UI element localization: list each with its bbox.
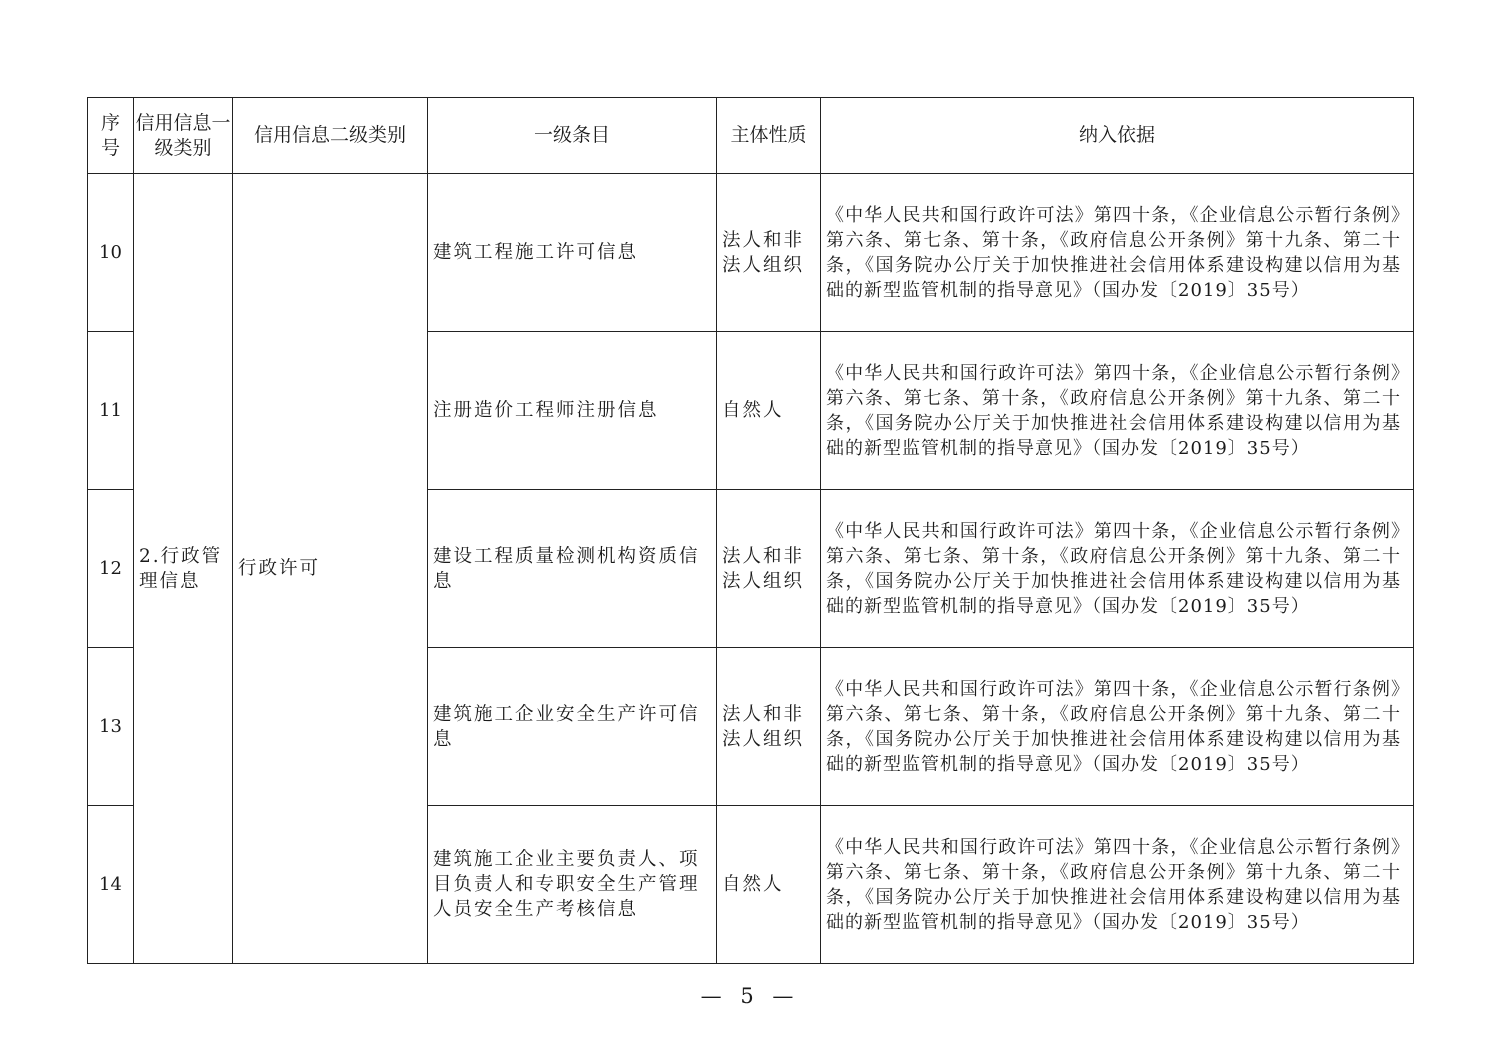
row-basis: 《中华人民共和国行政许可法》第四十条，《企业信息公示暂行条例》第六条、第七条、第十条，《政府信息公开条例》第十九条、第二十条，《国务院办公厅关于加快推进社会信用体系建设构建以信用为基础的新型监管机制的指导意见》（国办发〔2019〕35号） <box>821 174 1414 332</box>
table-header-row <box>88 98 1414 174</box>
header-subject-type: 主体性质 <box>717 98 821 174</box>
row-basis: 《中华人民共和国行政许可法》第四十条，《企业信息公示暂行条例》第六条、第七条、第十条，《政府信息公开条例》第十九条、第二十条，《国务院办公厅关于加快推进社会信用体系建设构建以信用为基础的新型监管机制的指导意见》（国办发〔2019〕35号） <box>821 332 1414 490</box>
row-basis: 《中华人民共和国行政许可法》第四十条，《企业信息公示暂行条例》第六条、第七条、第十条，《政府信息公开条例》第十九条、第二十条，《国务院办公厅关于加快推进社会信用体系建设构建以信用为基础的新型监管机制的指导意见》（国办发〔2019〕35号） <box>821 490 1414 648</box>
row-seq: 10 <box>88 174 134 332</box>
row-subject-type: 自然人 <box>717 332 821 490</box>
row-item: 建筑施工企业主要负责人、项目负责人和专职安全生产管理人员安全生产考核信息 <box>428 806 717 964</box>
page-number: — 5 — <box>700 984 800 1008</box>
row-basis: 《中华人民共和国行政许可法》第四十条，《企业信息公示暂行条例》第六条、第七条、第十条，《政府信息公开条例》第十九条、第二十条，《国务院办公厅关于加快推进社会信用体系建设构建以信用为基础的新型监管机制的指导意见》（国办发〔2019〕35号） <box>821 806 1414 964</box>
row-seq: 13 <box>88 648 134 806</box>
row-subject-type: 法人和非法人组织 <box>717 174 821 332</box>
row-seq: 12 <box>88 490 134 648</box>
level1-category-cell: 2.行政管理信息 <box>134 174 233 964</box>
row-subject-type: 法人和非法人组织 <box>717 648 821 806</box>
row-item: 建设工程质量检测机构资质信息 <box>428 490 717 648</box>
row-subject-type: 法人和非法人组织 <box>717 490 821 648</box>
row-basis: 《中华人民共和国行政许可法》第四十条，《企业信息公示暂行条例》第六条、第七条、第十条，《政府信息公开条例》第十九条、第二十条，《国务院办公厅关于加快推进社会信用体系建设构建以信用为基础的新型监管机制的指导意见》（国办发〔2019〕35号） <box>821 648 1414 806</box>
row-item: 建筑工程施工许可信息 <box>428 174 717 332</box>
level2-category-cell: 行政许可 <box>233 174 428 964</box>
table-row <box>88 174 1414 332</box>
header-seq: 序号 <box>88 98 134 174</box>
row-subject-type: 自然人 <box>717 806 821 964</box>
header-item: 一级条目 <box>428 98 717 174</box>
header-basis: 纳入依据 <box>821 98 1414 174</box>
row-seq: 11 <box>88 332 134 490</box>
header-level2-category: 信用信息二级类别 <box>233 98 428 174</box>
row-item: 注册造价工程师注册信息 <box>428 332 717 490</box>
credit-info-table <box>87 97 1414 964</box>
header-level1-category: 信用信息一级类别 <box>134 98 233 174</box>
row-item: 建筑施工企业安全生产许可信息 <box>428 648 717 806</box>
row-seq: 14 <box>88 806 134 964</box>
